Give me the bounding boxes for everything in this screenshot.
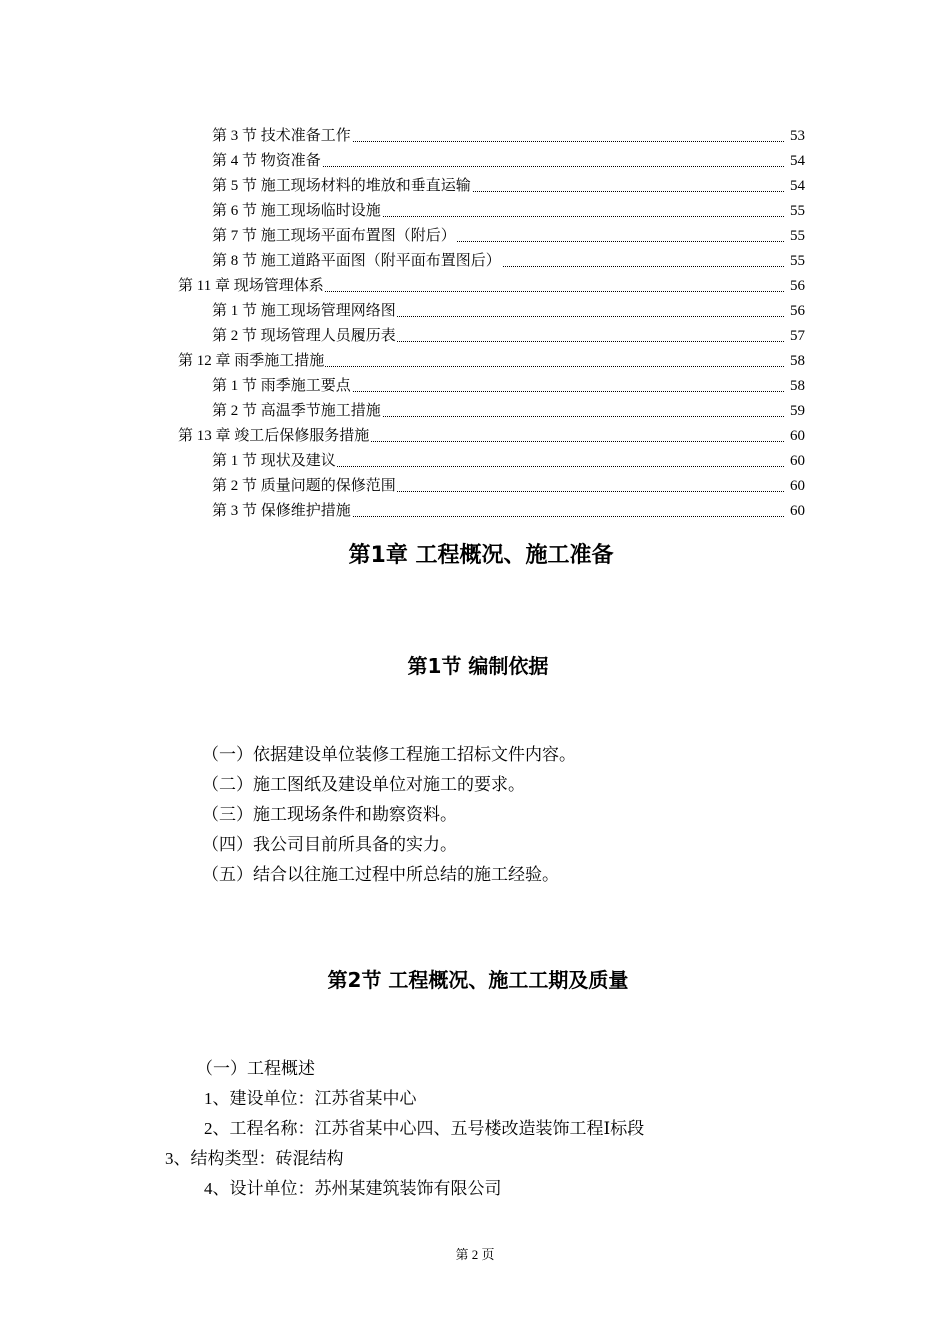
toc-entry-page: 56 (789, 299, 805, 324)
toc-entry-label: 第 2 节 现场管理人员履历表 (212, 324, 397, 349)
toc-entry-label: 第 1 节 雨季施工要点 (212, 374, 352, 399)
compilation-basis-list (202, 740, 576, 890)
toc-entry[interactable] (0, 224, 950, 249)
toc-entry-page: 55 (789, 224, 805, 249)
toc-entry[interactable] (0, 349, 950, 374)
toc-entry[interactable] (0, 474, 950, 499)
section-1-title: 第1节 编制依据 (407, 654, 549, 678)
toc-entry-label: 第 6 节 施工现场临时设施 (212, 199, 382, 224)
basis-item: （四）我公司目前所具备的实力。 (202, 835, 457, 854)
overview-line: 3、结构类型：砖混结构 (165, 1149, 344, 1168)
toc-entry-page: 60 (789, 424, 805, 449)
overview-line: 2、工程名称：江苏省某中心四、五号楼改造装饰工程Ⅰ标段 (204, 1119, 645, 1138)
overview-line: 4、设计单位：苏州某建筑装饰有限公司 (204, 1179, 502, 1198)
section-2-title: 第2节 工程概况、施工工期及质量 (327, 968, 629, 992)
basis-item: （一）依据建设单位装修工程施工招标文件内容。 (202, 745, 576, 764)
toc-entry[interactable] (0, 449, 950, 474)
toc-entry[interactable] (0, 499, 950, 524)
toc-entry-page: 60 (789, 499, 805, 524)
toc-entry[interactable] (0, 249, 950, 274)
toc-entry-label: 第 1 节 施工现场管理网络图 (212, 299, 397, 324)
toc-entry-page: 55 (789, 199, 805, 224)
toc-entry-label: 第 12 章 雨季施工措施 (178, 349, 325, 374)
overview-heading: （一）工程概述 (196, 1059, 315, 1078)
toc-entry-label: 第 5 节 施工现场材料的堆放和垂直运输 (212, 174, 472, 199)
toc-entry-page: 54 (789, 174, 805, 199)
toc-entry-label: 第 11 章 现场管理体系 (178, 274, 325, 299)
toc-entry-page: 56 (789, 274, 805, 299)
toc-entry-label: 第 13 章 竣工后保修服务措施 (178, 424, 370, 449)
toc-entry[interactable] (0, 374, 950, 399)
basis-item: （二）施工图纸及建设单位对施工的要求。 (202, 775, 525, 794)
toc-entry-page: 58 (789, 374, 805, 399)
toc-entry-label: 第 8 节 施工道路平面图（附平面布置图后） (212, 249, 502, 274)
page-number-footer: 第 2 页 (455, 1247, 495, 1262)
toc-entry-label: 第 2 节 高温季节施工措施 (212, 399, 382, 424)
toc-entry[interactable] (0, 399, 950, 424)
basis-item: （三）施工现场条件和勘察资料。 (202, 805, 457, 824)
toc-entry-page: 57 (789, 324, 805, 349)
toc-entry-label: 第 4 节 物资准备 (212, 149, 322, 174)
toc-entry-label: 第 7 节 施工现场平面布置图（附后） (212, 224, 457, 249)
toc-entry[interactable] (0, 149, 950, 174)
toc-entry-page: 60 (789, 474, 805, 499)
toc-entry-label: 第 3 节 保修维护措施 (212, 499, 352, 524)
toc-entry[interactable] (0, 324, 950, 349)
toc-entry-label: 第 3 节 技术准备工作 (212, 124, 352, 149)
toc-entry-page: 54 (789, 149, 805, 174)
toc-entry-page: 60 (789, 449, 805, 474)
toc-entry-label: 第 2 节 质量问题的保修范围 (212, 474, 397, 499)
toc-entry[interactable] (0, 424, 950, 449)
overview-line: 1、建设单位：江苏省某中心 (204, 1089, 417, 1108)
toc-entry[interactable] (0, 199, 950, 224)
toc-entry-page: 58 (789, 349, 805, 374)
toc-entry-page: 53 (789, 124, 805, 149)
toc-entry-page: 59 (789, 399, 805, 424)
toc-entry[interactable] (0, 174, 950, 199)
toc-entry-label: 第 1 节 现状及建议 (212, 449, 337, 474)
table-of-contents (0, 124, 950, 524)
toc-entry[interactable] (0, 274, 950, 299)
toc-entry-page: 55 (789, 249, 805, 274)
toc-entry[interactable] (0, 124, 950, 149)
toc-entry[interactable] (0, 299, 950, 324)
basis-item: （五）结合以往施工过程中所总结的施工经验。 (202, 865, 559, 884)
chapter-title: 第1章 工程概况、施工准备 (348, 543, 614, 568)
